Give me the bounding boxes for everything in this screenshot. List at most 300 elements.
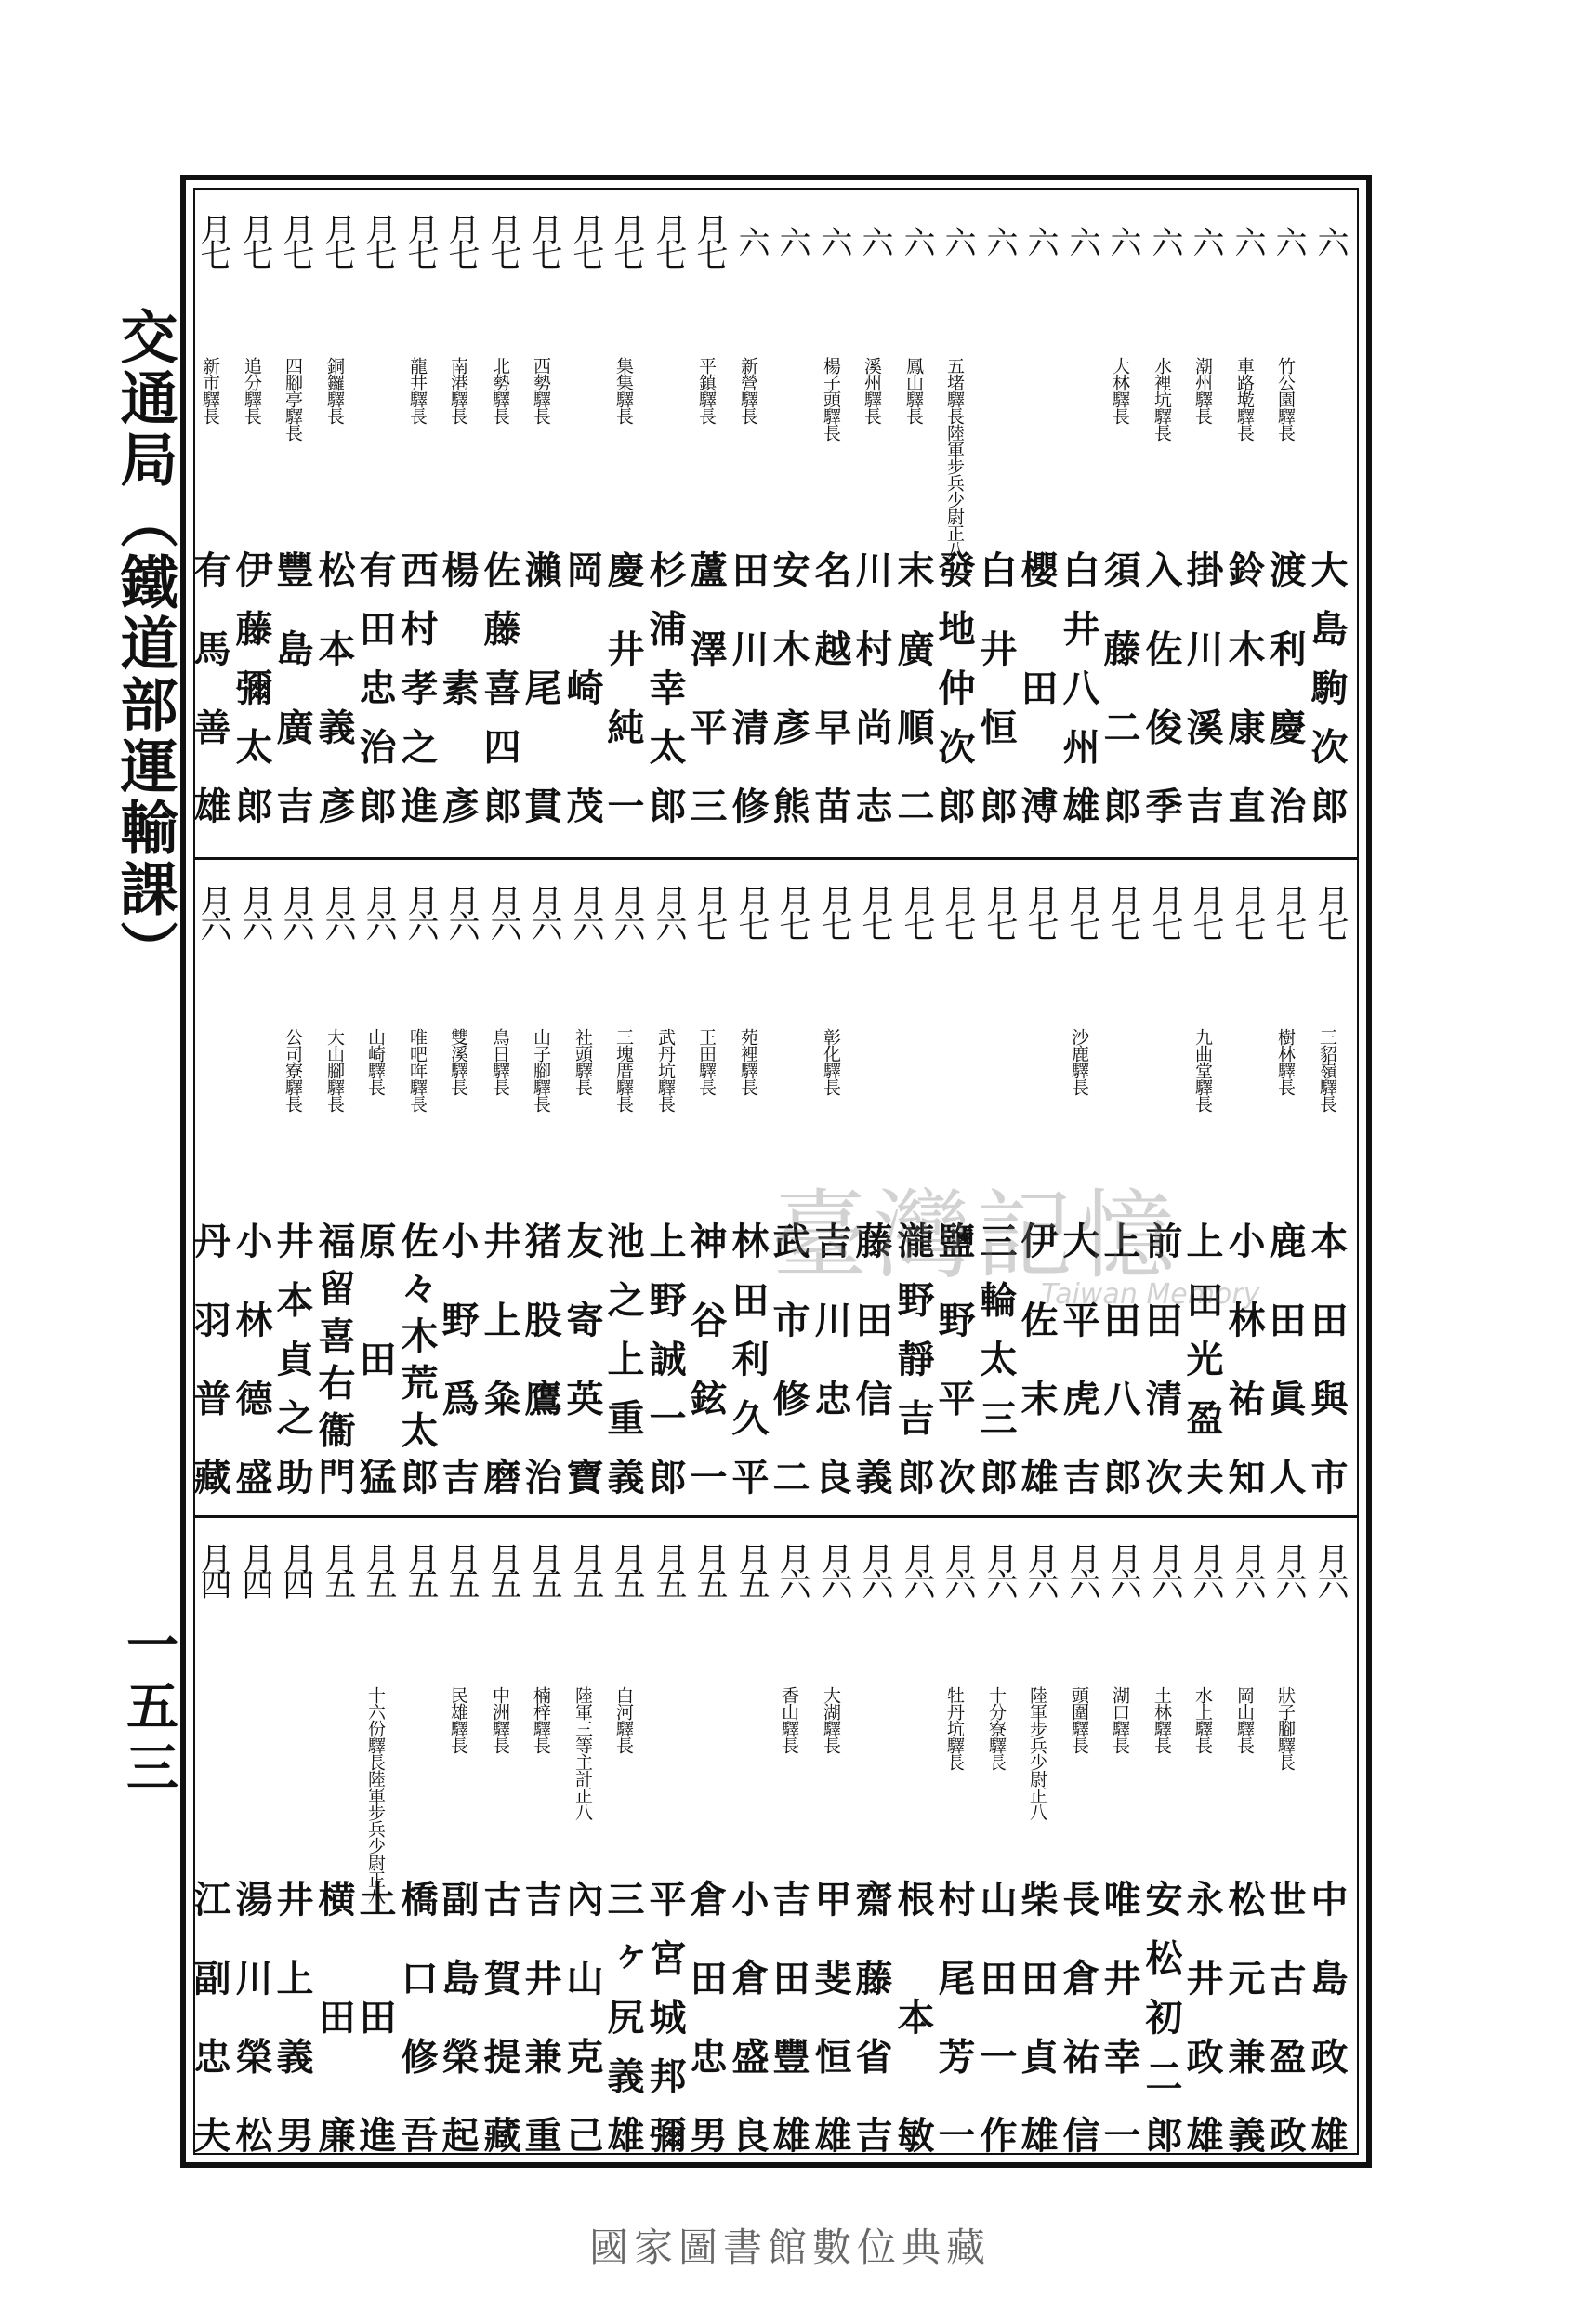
footer-caption: 國家圖書館數位典藏 [588,2225,991,2270]
entry-post-note: 民雄驛長 [448,1686,468,1753]
entry-date: 月七 [691,213,728,265]
entry-post-note: 湖口驛長 [1110,1686,1130,1753]
register-entry [436,861,484,1512]
entry-post-note: 陸軍三等主計正八 [573,1686,593,1820]
watermark-logo [771,1157,1292,1343]
register-band [188,190,1357,840]
entry-name: 有馬善雄 [188,550,231,829]
entry-date: 月六 [1063,1542,1100,1594]
margin-title: 交通局（鐵道部運輸課） [111,307,178,982]
band-divider [195,1515,1357,1518]
entry-name: 福留喜右衞門 [312,1221,356,1500]
entry-date: 月六 [484,884,521,936]
entry-name: 上田光盈夫 [1180,1221,1224,1500]
entry-post-note: 潮州驛長 [1192,357,1213,424]
register-entry [1180,1519,1229,2170]
entry-date: 月五 [567,1542,604,1594]
entry-name: 櫻田溥 [1015,550,1059,829]
entry-date: 月五 [402,1542,439,1594]
register-entry [478,190,526,840]
entry-name: 吉田豐雄 [767,1880,810,2159]
entry-date: 月六 [402,884,439,936]
register-entry [519,861,567,1512]
register-entry [1180,190,1229,840]
register-entry [312,190,361,840]
entry-date: 六 [1229,226,1266,252]
entry-name: 小野爲吉 [436,1221,480,1500]
entry-name: 西村孝之進 [395,550,439,829]
register-entry [1098,1519,1146,2170]
entry-date: 月六 [194,884,231,936]
entry-name: 甲斐恒雄 [809,1880,852,2159]
entry-date: 六 [1104,226,1141,252]
register-entry [353,1519,402,2170]
entry-name: 瀧野靜吉郎 [891,1221,935,1500]
register-entry [1139,1519,1188,2170]
band-divider [195,857,1357,860]
entry-name: 白井八州雄 [1057,550,1100,829]
entry-name: 渡利慶治 [1263,550,1307,829]
entry-date: 月七 [608,213,645,265]
entry-post-note: 唯吧哖驛長 [407,1028,428,1112]
entry-name: 前田清次 [1139,1221,1183,1500]
entry-date: 月七 [1270,884,1307,936]
entry-name: 松本義彥 [312,550,356,829]
entry-date: 月七 [1311,884,1349,936]
entry-name: 根本敏 [891,1880,935,2159]
entry-date: 六 [1270,226,1307,252]
entry-date: 月六 [442,884,480,936]
entry-name: 古賀提藏 [478,1880,521,2159]
entry-date: 六 [1063,226,1100,252]
register-entry [270,861,319,1512]
entry-name: 丹羽普藏 [188,1221,231,1500]
entry-date: 月六 [650,884,687,936]
register-entry [312,1519,361,2170]
entry-post-note: 沙鹿驛長 [1069,1028,1089,1095]
register-entry [1222,190,1271,840]
entry-date: 月五 [484,1542,521,1594]
entry-name: 原田猛 [353,1221,397,1500]
register-entry [684,861,732,1512]
entry-name: 發地仲次郎 [932,550,976,829]
entry-name: 長倉祐信 [1057,1880,1100,2159]
register-entry [643,190,691,840]
entry-date: 月四 [277,1542,314,1594]
register-entry [974,1519,1022,2170]
entry-date: 月六 [773,1542,810,1594]
entry-date: 月六 [525,884,562,936]
entry-post-note: 水裡坑驛長 [1152,357,1172,441]
entry-name: 平宮城邦彌 [643,1880,687,2159]
entry-name: 吉川忠良 [809,1221,852,1500]
entry-name: 江副忠夫 [188,1880,231,2159]
register-entry [436,1519,484,2170]
entry-post-note: 白河驛長 [613,1686,634,1753]
entry-date: 月七 [815,884,852,936]
entry-date: 月六 [608,884,645,936]
entry-name: 川村尚志 [849,550,893,829]
entry-date: 六 [1021,226,1059,252]
entry-name: 藤田信義 [849,1221,893,1500]
entry-date: 月七 [194,213,231,265]
entry-post-note: 苑裡驛長 [738,1028,758,1095]
entry-date: 六 [898,226,935,252]
entry-date: 月四 [236,1542,273,1594]
entry-post-note: 大林驛長 [1110,357,1130,424]
entry-name: 井上義男 [270,1880,314,2159]
entry-post-note: 中洲驛長 [490,1686,510,1753]
entry-name: 倉田忠男 [684,1880,728,2159]
register-entry [601,861,650,1512]
entry-name: 上田八郎 [1098,1221,1141,1500]
entry-name: 本田與市 [1305,1221,1349,1500]
entry-name: 佐々木荒太郎 [395,1221,439,1500]
entry-date: 月五 [319,1542,356,1594]
entry-date: 月七 [567,213,604,265]
entry-post-note: 大湖驛長 [821,1686,841,1753]
entry-post-note: 平鎮驛長 [696,357,717,424]
entry-date: 月七 [1146,884,1183,936]
entry-date: 六 [1187,226,1224,252]
entry-date: 月六 [981,1542,1018,1594]
page-number: 一五三 [118,1618,179,1802]
entry-post-note: 山子腳驛長 [531,1028,551,1112]
entry-name: 林田利久平 [726,1221,770,1500]
entry-name: 唯井幸一 [1098,1880,1141,2159]
register-entry [891,190,940,840]
entry-date: 月六 [360,884,397,936]
entry-name: 柴田貞雄 [1015,1880,1059,2159]
entry-name: 齋藤省吉 [849,1880,893,2159]
entry-name: 猪股鷹治 [519,1221,562,1500]
register-entry [519,190,567,840]
entry-post-note: 雙溪驛長 [448,1028,468,1095]
entry-name: 永井政雄 [1180,1880,1224,2159]
register-entry [560,190,609,840]
entry-post-note: 十六份驛長陸軍步兵少尉正八 [365,1686,386,1904]
entry-name: 鹿田眞人 [1263,1221,1307,1500]
entry-post-note: 樹林驛長 [1275,1028,1296,1095]
entry-post-note: 竹公園驛長 [1275,357,1296,441]
entry-name: 安木彥熊 [767,550,810,829]
entry-post-note: 山崎驛長 [365,1028,386,1095]
entry-date: 月六 [815,1542,852,1594]
register-entry [270,1519,319,2170]
register-entry [643,1519,691,2170]
entry-date: 月七 [442,213,480,265]
register-entry [436,190,484,840]
register-entry [809,190,857,840]
entry-date: 月七 [525,213,562,265]
entry-date: 月五 [442,1542,480,1594]
entry-name: 鈴木康直 [1222,550,1266,829]
entry-name: 山田一作 [974,1880,1018,2159]
register-entry [312,861,361,1512]
entry-date: 月六 [319,884,356,936]
entry-name: 友寄英寶 [560,1221,604,1500]
entry-date: 月六 [1104,1542,1141,1594]
register-entry [188,861,236,1512]
entry-date: 月七 [981,884,1018,936]
entry-name: 岡崎茂 [560,550,604,829]
entry-post-note: 王田驛長 [696,1028,717,1095]
entry-name: 小倉盛良 [726,1880,770,2159]
entry-date: 月五 [525,1542,562,1594]
entry-name: 副島榮起 [436,1880,480,2159]
register-band [188,1519,1357,2170]
entry-date: 月六 [898,1542,935,1594]
entry-name: 楊素彥 [436,550,480,829]
entry-name: 三ヶ尻義雄 [601,1880,645,2159]
entry-post-note: 追分驛長 [242,357,262,424]
entry-date: 六 [981,226,1018,252]
entry-name: 池之上重義 [601,1221,645,1500]
entry-post-note: 南港驛長 [448,357,468,424]
entry-date: 月七 [1187,884,1224,936]
entry-name: 松元兼義 [1222,1880,1266,2159]
register-entry [932,1519,981,2170]
watermark-text: 臺灣記憶 [771,1179,1181,1292]
entry-post-note: 北勢驛長 [490,357,510,424]
entry-date: 月五 [691,1542,728,1594]
register-entry [1305,190,1353,840]
entry-name: 鹽野平次 [932,1221,976,1500]
register-entry [726,861,774,1512]
entry-date: 六 [1146,226,1183,252]
register-entry [1057,1519,1105,2170]
register-entry [353,861,402,1512]
entry-date: 月六 [1270,1542,1307,1594]
entry-date: 月七 [939,884,976,936]
register-entry [849,190,898,840]
entry-name: 土田進 [353,1880,397,2159]
entry-name: 吉井兼重 [519,1880,562,2159]
entry-name: 小林祐知 [1222,1221,1266,1500]
entry-post-note: 新市驛長 [200,357,220,424]
entry-date: 六 [1311,226,1349,252]
entry-name: 入佐俊季 [1139,550,1183,829]
register-entry [519,1519,567,2170]
register-entry [353,190,402,840]
register-entry [684,190,732,840]
entry-post-note: 牡丹坑驛長 [944,1686,965,1770]
entry-name: 蘆澤平三 [684,550,728,829]
entry-name: 大平虎吉 [1057,1221,1100,1500]
entry-date: 月六 [567,884,604,936]
entry-name: 白井恒郎 [974,550,1018,829]
entry-date: 月五 [608,1542,645,1594]
entry-name: 末廣順二 [891,550,935,829]
entry-post-note: 社頭驛長 [573,1028,593,1095]
register-entry [270,190,319,840]
entry-post-note: 大山腳驛長 [324,1028,345,1112]
entry-name: 田川清修 [726,550,770,829]
entry-name: 村尾芳一 [932,1880,976,2159]
entry-name: 有田忠治郎 [353,550,397,829]
entry-name: 大島駒次郎 [1305,550,1349,829]
entry-name: 佐藤喜四郎 [478,550,521,829]
entry-name: 瀨尾貫 [519,550,562,829]
entry-date: 月七 [236,213,273,265]
entry-post-note: 岡山驛長 [1234,1686,1255,1753]
register-entry [1015,1519,1063,2170]
entry-post-note: 彰化驛長 [821,1028,841,1095]
entry-name: 安松初二郎 [1139,1880,1183,2159]
register-entry [188,190,236,840]
entry-name: 横田廉 [312,1880,356,2159]
entry-date: 月六 [1229,1542,1266,1594]
register-entry [974,190,1022,840]
entry-post-note: 公司寮驛長 [283,1028,303,1112]
entry-name: 伊佐末雄 [1015,1221,1059,1500]
entry-post-note: 鳥日驛長 [490,1028,510,1095]
entry-post-note: 楊子頭驛長 [821,357,841,441]
register-entry [560,861,609,1512]
entry-date: 月六 [939,1542,976,1594]
entry-date: 六 [815,226,852,252]
entry-name: 內山克己 [560,1880,604,2159]
entry-name: 掛川溪吉 [1180,550,1224,829]
entry-name: 慶井純一 [601,550,645,829]
entry-post-note: 鳳山驛長 [903,357,924,424]
entry-date: 月七 [1104,884,1141,936]
entry-date: 月七 [898,884,935,936]
entry-date: 六 [856,226,893,252]
entry-date: 月六 [1146,1542,1183,1594]
register-entry [230,861,278,1512]
register-entry [601,1519,650,2170]
entry-name: 豐島廣吉 [270,550,314,829]
entry-date: 月七 [1021,884,1059,936]
register-entry [767,190,815,840]
entry-name: 上野誠一郎 [643,1221,687,1500]
entry-post-note: 三貂嶺驛長 [1317,1028,1337,1112]
register-entry [478,1519,526,2170]
entry-name: 須藤二郎 [1098,550,1141,829]
entry-date: 月六 [856,1542,893,1594]
entry-post-note: 西勢驛長 [531,357,551,424]
entry-date: 月七 [277,213,314,265]
entry-date: 月六 [1021,1542,1059,1594]
register-entry [1015,190,1063,840]
entry-date: 月四 [194,1542,231,1594]
entry-name: 杉浦幸太郎 [643,550,687,829]
entry-post-note: 土林驛長 [1152,1686,1172,1753]
register-entry [188,1519,236,2170]
entry-date: 六 [939,226,976,252]
entry-name: 中島政雄 [1305,1880,1349,2159]
entry-date: 月五 [732,1542,770,1594]
entry-post-note: 新營驛長 [738,357,758,424]
register-entry [1305,861,1353,1512]
entry-date: 月七 [402,213,439,265]
entry-date: 月七 [1229,884,1266,936]
entry-date: 月五 [650,1542,687,1594]
register-entry [230,190,278,840]
entry-name: 伊藤彌太郎 [230,550,273,829]
entry-post-note: 龍井驛長 [407,357,428,424]
entry-name: 湯川榮松 [230,1880,273,2159]
entry-post-note: 溪州驛長 [862,357,882,424]
register-entry [1263,1519,1311,2170]
register-entry [767,1519,815,2170]
register-entry [932,190,981,840]
register-entry [684,1519,732,2170]
entry-name: 橋口修吾 [395,1880,439,2159]
entry-name: 三輪太三郎 [974,1221,1018,1500]
entry-date: 月七 [1063,884,1100,936]
entry-date: 六 [732,226,770,252]
entry-date: 月七 [650,213,687,265]
entry-post-note: 陸軍步兵少尉正八 [1027,1686,1047,1820]
register-entry [601,190,650,840]
register-entry [891,1519,940,2170]
register-entry [643,861,691,1512]
entry-post-note: 水上驛長 [1192,1686,1213,1753]
entry-date: 月六 [1187,1542,1224,1594]
register-entry [1222,1519,1271,2170]
entry-post-note: 十分寮驛長 [986,1686,1007,1770]
entry-date: 月七 [484,213,521,265]
entry-date: 月五 [360,1542,397,1594]
entry-date: 月七 [732,884,770,936]
entry-name: 小林德盛 [230,1221,273,1500]
entry-post-note: 頭圍驛長 [1069,1686,1089,1753]
entry-post-note: 車路墘驛長 [1234,357,1255,441]
register-entry [849,1519,898,2170]
entry-post-note: 楠梓驛長 [531,1686,551,1753]
entry-date: 月七 [319,213,356,265]
register-entry [726,1519,774,2170]
register-entry [1057,190,1105,840]
register-entry [1263,190,1311,840]
entry-date: 月七 [360,213,397,265]
register-entry [395,861,443,1512]
entry-date: 月七 [773,884,810,936]
register-entry [395,190,443,840]
register-entry [560,1519,609,2170]
entry-date: 六 [773,226,810,252]
entry-post-note: 集集驛長 [613,357,634,424]
entry-post-note: 武丹坑驛長 [655,1028,676,1112]
entry-post-note: 四腳亭驛長 [283,357,303,441]
entry-name: 神谷鉉一 [684,1221,728,1500]
entry-name: 井本貞之助 [270,1221,314,1500]
entry-post-note: 狀子腳驛長 [1275,1686,1296,1770]
register-entry [478,861,526,1512]
entry-name: 世古盈政 [1263,1880,1307,2159]
register-entry [1098,190,1146,840]
entry-post-note: 香山驛長 [779,1686,799,1753]
entry-date: 月七 [856,884,893,936]
entry-date: 月六 [277,884,314,936]
watermark-subtext: Taiwan Memory [1041,1278,1260,1311]
entry-post-note: 九曲堂驛長 [1192,1028,1213,1112]
entry-post-note: 五堵驛長陸軍步兵少尉正八 [944,357,965,558]
register-entry [395,1519,443,2170]
entry-date: 月六 [236,884,273,936]
entry-post-note: 三塊厝驛長 [613,1028,634,1112]
entry-name: 井上粂磨 [478,1221,521,1500]
register-entry [809,1519,857,2170]
entry-date: 月七 [691,884,728,936]
entry-name: 武市修二 [767,1221,810,1500]
register-entry [230,1519,278,2170]
entry-date: 月六 [1311,1542,1349,1594]
register-entry [1139,190,1188,840]
entry-name: 名越早苗 [809,550,852,829]
